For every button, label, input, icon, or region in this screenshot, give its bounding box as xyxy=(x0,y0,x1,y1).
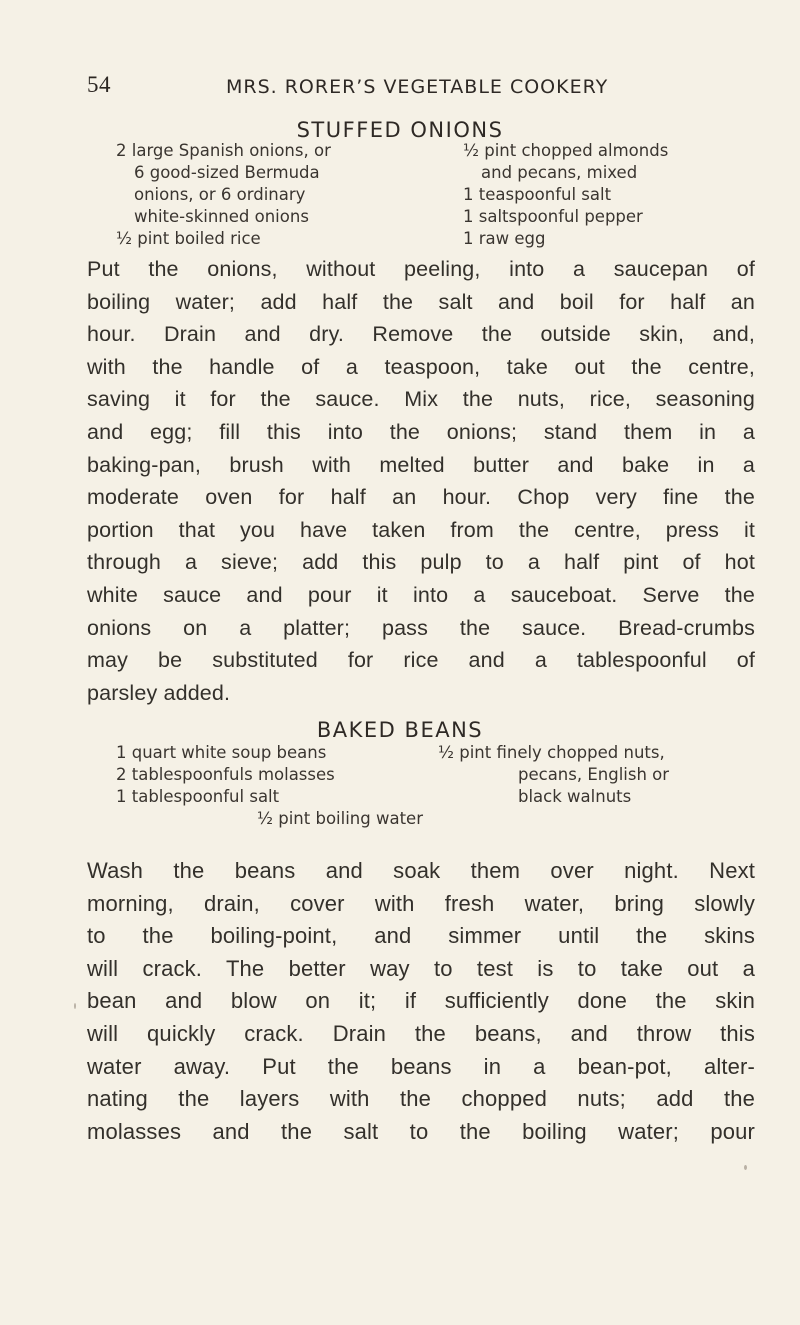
ingredient-line: 2 large Spanish onions, or xyxy=(116,141,331,160)
ingredient-line: white-skinned onions xyxy=(134,207,309,226)
method-line: and egg; fill this into the onions; stand them in a xyxy=(87,419,755,444)
method-line: boiling water; add half the salt and boil for half an xyxy=(87,289,755,314)
ingredient-line: 2 tablespoonfuls molasses xyxy=(116,765,335,784)
method-line: nating the layers with the chopped nuts; add the xyxy=(87,1086,755,1112)
method-line: portion that you have taken from the centre, press it xyxy=(87,517,755,542)
ingredient-line: 6 good-sized Bermuda xyxy=(134,163,320,182)
method-line: through a sieve; add this pulp to a half pint of hot xyxy=(87,550,755,575)
method-line: bean and blow on it; if sufficiently done the skin xyxy=(87,988,755,1014)
method-line: onions on a platter; pass the sauce. Bread-crumbs xyxy=(87,615,755,640)
method-line: baking-pan, brush with melted butter and bake in a xyxy=(87,452,755,477)
ingredient-line: ½ pint boiling water xyxy=(257,809,423,828)
ingredient-line: 1 tablespoonful salt xyxy=(116,787,280,806)
page-number: 54 xyxy=(87,72,111,97)
ingredient-line: 1 quart white soup beans xyxy=(116,743,327,762)
ingredient-line: onions, or 6 ordinary xyxy=(134,185,306,204)
paper-speck xyxy=(744,1165,747,1170)
method-line: molasses and the salt to the boiling water; pour xyxy=(87,1118,755,1144)
method-line: saving it for the sauce. Mix the nuts, rice, seasoning xyxy=(87,387,755,412)
method-line: parsley added. xyxy=(87,680,231,705)
method-line: white sauce and pour it into a sauceboat. Serve the xyxy=(87,582,755,607)
ingredient-line: black walnuts xyxy=(518,787,632,806)
ingredient-line: ½ pint boiled rice xyxy=(116,229,261,248)
ingredients-right-stuffed-onions xyxy=(463,140,668,250)
method-line: Put the onions, without peeling, into a saucepan of xyxy=(87,257,755,281)
method-line: morning, drain, cover with fresh water, bring slowly xyxy=(87,890,755,916)
ingredient-line: 1 raw egg xyxy=(463,229,546,248)
ingredient-line: 1 teaspoonful salt xyxy=(463,185,612,204)
ingredients-right-baked-beans xyxy=(438,742,669,808)
ingredients-left-stuffed-onions xyxy=(116,140,331,250)
recipe-title-stuffed-onions: STUFFED ONIONS xyxy=(296,118,504,142)
method-stuffed-onions xyxy=(87,253,755,709)
ingredients-left-baked-beans xyxy=(116,742,335,808)
ingredient-line: and pecans, mixed xyxy=(481,163,638,182)
method-line: hour. Drain and dry. Remove the outside skin, and, xyxy=(87,322,755,347)
running-head xyxy=(0,72,800,106)
ingredient-line: ½ pint finely chopped nuts, xyxy=(438,743,665,762)
recipe-title-baked-beans: BAKED BEANS xyxy=(316,718,484,742)
ingredient-centered-baked-beans xyxy=(257,808,423,830)
method-line: to the boiling-point, and simmer until the skins xyxy=(87,923,755,949)
ingredient-line: pecans, English or xyxy=(518,765,670,784)
paper-speck xyxy=(74,1003,76,1009)
method-line: will quickly crack. Drain the beans, and throw this xyxy=(87,1020,755,1046)
method-line: Wash the beans and soak them over night. Next xyxy=(87,858,755,883)
running-title: MRS. RORER’S VEGETABLE COOKERY xyxy=(226,76,609,98)
method-line: with the handle of a teaspoon, take out the centre, xyxy=(87,354,755,379)
ingredient-line: 1 saltspoonful pepper xyxy=(463,207,643,226)
method-line: will crack. The better way to test is to take out a xyxy=(87,955,755,981)
method-line: may be substituted for rice and a tablespoonful of xyxy=(87,648,755,673)
method-line: moderate oven for half an hour. Chop very fine the xyxy=(87,485,755,510)
method-baked-beans xyxy=(87,855,755,1148)
ingredient-line: ½ pint chopped almonds xyxy=(463,141,669,160)
method-line: water away. Put the beans in a bean-pot, alter- xyxy=(87,1053,755,1079)
